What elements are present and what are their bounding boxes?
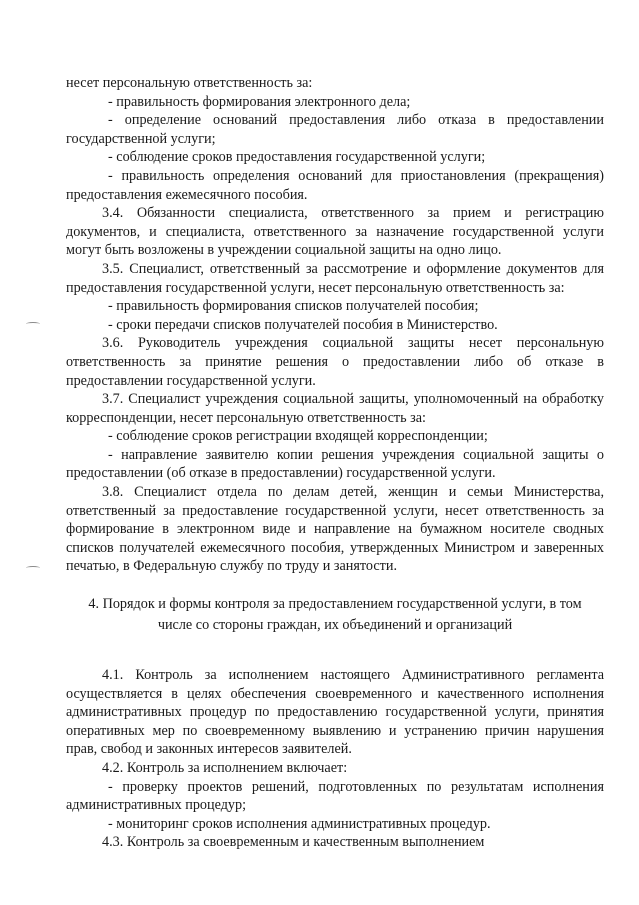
list-item: - определение оснований предоставления либо отказа в предоставлении государственной услуги; (66, 112, 604, 147)
list-item: - проверку проектов решений, подготовленных по результатам исполнения административных процедур; (66, 778, 604, 814)
list-item: - мониторинг сроков исполнения административных процедур. (108, 815, 491, 832)
list-item: - сроки передачи списков получателей пособия в Министерство. (108, 316, 498, 333)
paragraph: 3.5. Специалист, ответственный за рассмотрение и оформление документов для предоставления государственной услуги, несет персональную ответственность за: (66, 260, 604, 296)
scan-mark (26, 322, 40, 326)
paragraph: 4.1. Контроль за исполнением настоящего Административного регламента осуществляется в целях обеспечения своевременного и качественного исполнения административных процедур по предоставлению государственной услуги, принятия оперативных мер по своевременному выявлению и устранению причин нарушения прав, свобод и законных интересов заявителей. (66, 667, 604, 758)
paragraph: 3.7. Специалист учреждения социальной защиты, уполномоченный на обработку корреспонденции, несет персональную ответственность за: (66, 391, 604, 426)
scan-mark (26, 566, 40, 570)
list-item: - соблюдение сроков регистрации входящей корреспонденции; (108, 428, 488, 445)
paragraph: несет персональную ответственность за: (66, 75, 313, 91)
list-item: - правильность определения оснований для приостановления (прекращения) предоставления ежемесячного пособия. (66, 167, 604, 203)
list-item: - правильность формирования списков получателей пособия; (108, 298, 479, 315)
section-heading: 4. Порядок и формы контроля за предоставлением государственной услуги, в том числе со стороны граждан, их объединений и организаций (88, 596, 582, 634)
list-item: - направление заявителю копии решения учреждения социальной защиты о предоставлении (об отказе в предоставлении) государственной услуги. (66, 446, 604, 482)
paragraph: 4.2. Контроль за исполнением включает: (102, 760, 348, 776)
list-item: - соблюдение сроков предоставления государственной услуги; (108, 149, 486, 166)
paragraph: 3.4. Обязанности специалиста, ответственного за прием и регистрацию документов, и специалиста, ответственного за назначение государственной услуги могут быть возложены в учреждении социальной защиты на одно лицо. (66, 205, 604, 259)
list-item: - правильность формирования электронного дела; (108, 93, 411, 110)
paragraph: 3.6. Руководитель учреждения социальной защиты несет персональную ответственность за принятие решения о предоставлении либо об отказе в предоставлении государственной услуги. (66, 335, 604, 389)
paragraph: 3.8. Специалист отдела по делам детей, женщин и семьи Министерства, ответственный за предоставление государственной услуги, несет ответственность за формирование в электронном виде и направление на бумажном носителе сводных списков получателей ежемесячного пособия, утвержденных Министром и заверенных печатью, в Федеральную службу по труду и занятости. (66, 484, 604, 575)
document-body (66, 74, 604, 852)
paragraph: 4.3. Контроль за своевременным и качественным выполнением (102, 834, 485, 851)
